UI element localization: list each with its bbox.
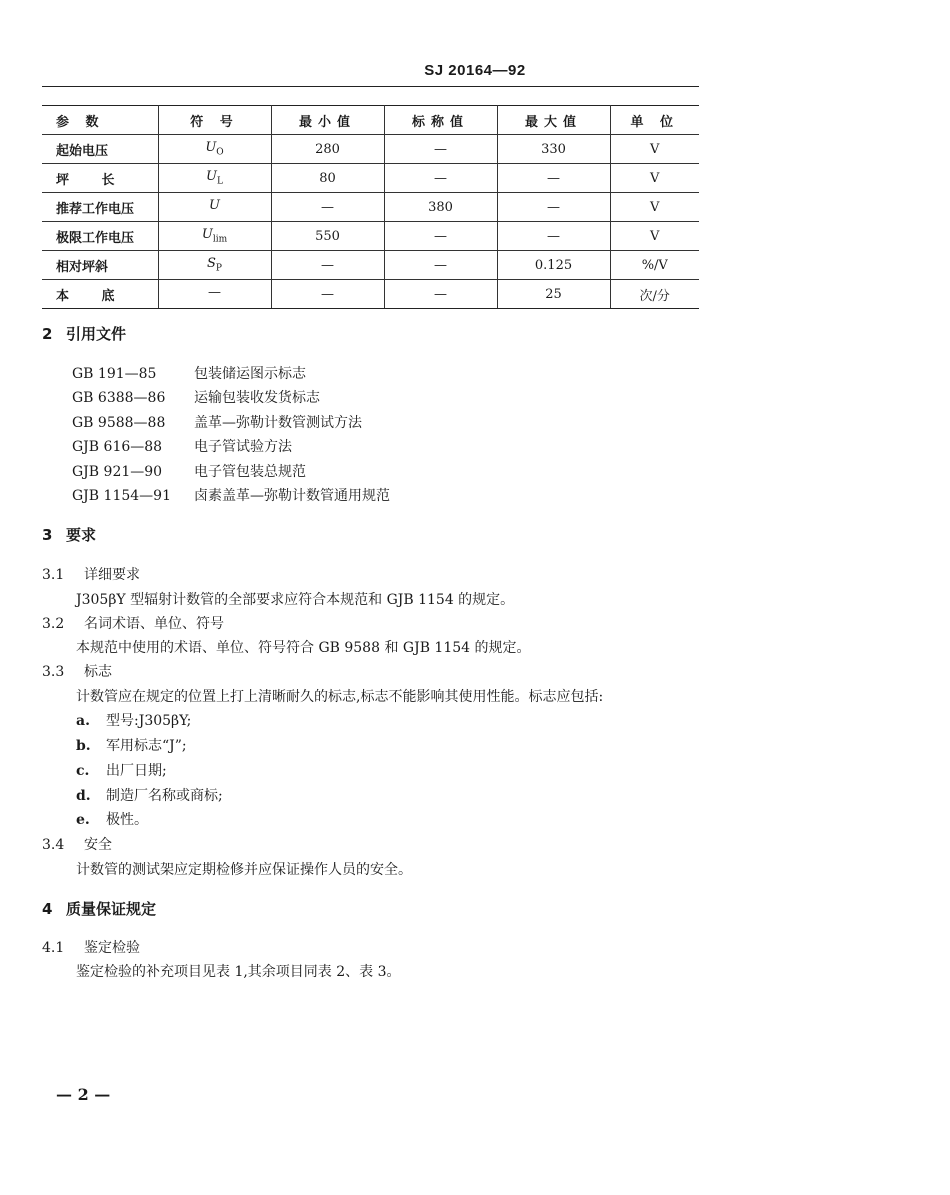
min-cell: 280 [271, 135, 384, 164]
header-unit: 单 位 [610, 106, 699, 135]
list-item: GB 191—85 包装储运图示标志 [72, 366, 306, 382]
unit-cell: V [610, 193, 699, 222]
symbol-cell: $S_P$ [158, 251, 271, 280]
header-nominal: 标称值 [384, 106, 497, 135]
list-item: GB 6388—86 运输包装收发货标志 [72, 390, 320, 407]
param-cell: 相对坪斜 [42, 251, 158, 280]
list-item: GJB 616—88 电子管试验方法 [72, 439, 292, 456]
section-4-1-body: 鉴定检验的补充项目见表 1,其余项目同表 2、表 3。 [76, 964, 401, 980]
header-param: 参 数 [42, 106, 158, 135]
page-number: — 2 — [56, 1085, 111, 1104]
section-3-4-heading: 3.4 安全 [42, 837, 112, 853]
list-item: GJB 1154—91 卤素盖革—弥勒计数管通用规范 [72, 487, 390, 504]
max-cell: — [497, 164, 610, 193]
nominal-cell: — [384, 135, 497, 164]
max-cell: — [497, 222, 610, 251]
unit-cell: %/V [610, 251, 699, 280]
symbol-cell: — [158, 280, 271, 309]
nominal-cell: — [384, 164, 497, 193]
section-3-4-body: 计数管的测试架应定期检修并应保证操作人员的安全。 [76, 862, 412, 878]
list-item: GJB 921—90 电子管包装总规范 [72, 463, 306, 480]
nominal-cell: — [384, 280, 497, 309]
param-cell: 推荐工作电压 [42, 193, 158, 222]
list-item: b. 军用标志“J”; [76, 738, 187, 754]
header-rule [42, 86, 699, 87]
header-max: 最大值 [497, 106, 610, 135]
symbol-cell: U [158, 193, 271, 222]
parameters-table [42, 105, 699, 309]
list-item: GB 9588—88 盖革—弥勒计数管测试方法 [72, 414, 362, 431]
reference-list [72, 362, 390, 508]
section-3-1-body: J305βY 型辐射计数管的全部要求应符合本规范和 GJB 1154 的规定。 [76, 592, 515, 608]
unit-cell: V [610, 164, 699, 193]
nominal-cell: — [384, 251, 497, 280]
symbol-cell: $U_O$ [158, 135, 271, 164]
section-3-heading: 3 要求 [42, 526, 97, 544]
list-item: d. 制造厂名称或商标; [76, 788, 223, 804]
section-3-2-body: 本规范中使用的术语、单位、符号符合 GB 9588 和 GJB 1154 的规定。 [76, 640, 531, 656]
unit-cell: V [610, 222, 699, 251]
table-row [42, 164, 699, 193]
section-4-1-heading: 4.1 鉴定检验 [42, 940, 140, 956]
param-cell: 极限工作电压 [42, 222, 158, 251]
min-cell: 80 [271, 164, 384, 193]
list-item: c. 出厂日期; [76, 763, 167, 779]
section-4-heading: 4 质量保证规定 [42, 900, 157, 918]
table-row [42, 280, 699, 309]
section-2-heading: 2 引用文件 [42, 325, 127, 343]
list-item: a. 型号:J305βY; [76, 713, 192, 729]
section-3-3-body: 计数管应在规定的位置上打上清晰耐久的标志,标志不能影响其使用性能。标志应包括: [76, 689, 604, 705]
max-cell: 0.125 [497, 251, 610, 280]
section-3-1-heading: 3.1 详细要求 [42, 567, 140, 583]
max-cell: 330 [497, 135, 610, 164]
param-cell: 起始电压 [42, 135, 158, 164]
symbol-cell: $U_L$ [158, 164, 271, 193]
nominal-cell: — [384, 222, 497, 251]
section-3-3-heading: 3.3 标志 [42, 664, 112, 680]
document-header: SJ 20164—92 [424, 62, 526, 79]
param-cell: 坪 长 [42, 164, 158, 193]
min-cell: 550 [271, 222, 384, 251]
nominal-cell: 380 [384, 193, 497, 222]
table-row [42, 251, 699, 280]
table-row [42, 193, 699, 222]
min-cell: — [271, 251, 384, 280]
symbol-cell: $U_{lim}$ [158, 222, 271, 251]
max-cell: 25 [497, 280, 610, 309]
unit-cell: V [610, 135, 699, 164]
max-cell: — [497, 193, 610, 222]
unit-cell: 次/分 [610, 280, 699, 309]
table-row [42, 135, 699, 164]
param-cell: 本 底 [42, 280, 158, 309]
table-row [42, 222, 699, 251]
list-item: e. 极性。 [76, 812, 148, 828]
min-cell: — [271, 193, 384, 222]
header-min: 最小值 [271, 106, 384, 135]
table-header-row [42, 106, 699, 135]
header-symbol: 符 号 [158, 106, 271, 135]
min-cell: — [271, 280, 384, 309]
section-3-2-heading: 3.2 名词术语、单位、符号 [42, 616, 224, 632]
